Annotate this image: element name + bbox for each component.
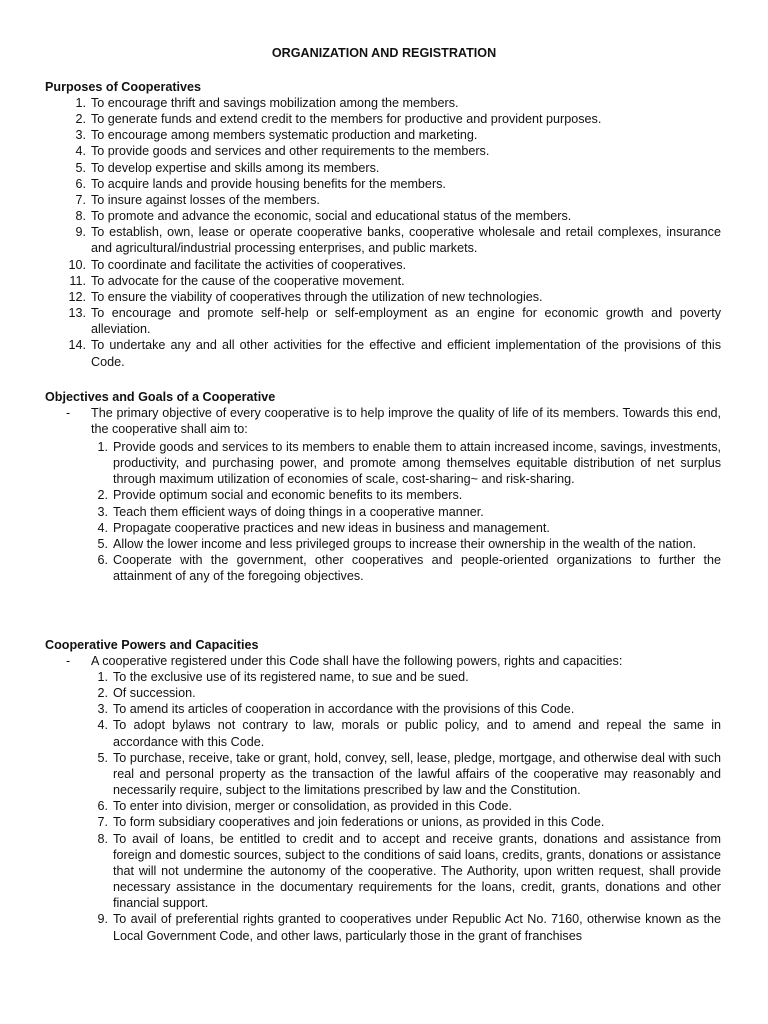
item-number: 1. <box>75 96 86 110</box>
list-item <box>68 337 721 369</box>
item-text: Propagate cooperative practices and new ideas in business and management. <box>113 520 550 535</box>
objectives-list <box>97 439 721 584</box>
list-item <box>75 176 721 192</box>
item-text: To insure against losses of the members. <box>91 192 320 207</box>
list-item <box>68 257 721 273</box>
item-number: 8. <box>75 209 86 224</box>
item-text: To develop expertise and skills among its members. <box>91 160 380 175</box>
item-text: Teach them efficient ways of doing things in a cooperative manner. <box>113 504 484 519</box>
item-text: To purchase, receive, take or grant, hold, convey, sell, lease, pledge, mortgage, and otherwise deal with such real and personal property as the transaction of the lawful affairs of the cooperative may reasonably and necessarily require, subject to the limitations prescribed by law and the Constitution. <box>113 750 721 798</box>
item-number: 2. <box>97 686 108 701</box>
item-text: Of succession. <box>113 686 196 701</box>
list-item <box>75 143 721 159</box>
item-text: To encourage thrift and savings mobilization among the members. <box>91 96 459 110</box>
bullet-dash: - <box>66 406 71 420</box>
list-item <box>75 127 721 143</box>
item-number: 3. <box>97 504 108 519</box>
item-text: To promote and advance the economic, social and educational status of the members. <box>91 209 572 224</box>
section-heading-purposes: Purposes of Cooperatives <box>45 80 202 94</box>
item-number: 4. <box>75 144 86 159</box>
item-number: 14. <box>68 338 86 353</box>
list-item <box>97 536 721 552</box>
item-number: 4. <box>97 520 108 535</box>
item-number: 3. <box>75 128 86 143</box>
item-text: To encourage among members systematic production and marketing. <box>91 128 478 143</box>
list-item <box>97 701 721 717</box>
list-item <box>97 911 721 943</box>
item-number: 4. <box>97 718 108 733</box>
item-number: 9. <box>97 912 108 927</box>
item-number: 5. <box>97 750 108 765</box>
item-number: 7. <box>97 815 108 830</box>
section-heading-powers: Cooperative Powers and Capacities <box>45 638 259 652</box>
list-item <box>75 224 721 256</box>
list-item <box>75 208 721 224</box>
item-number: 9. <box>75 225 86 240</box>
item-text: To acquire lands and provide housing benefits for the members. <box>91 176 446 191</box>
item-number: 6. <box>97 553 108 568</box>
item-text: Provide optimum social and economic benefits to its members. <box>113 488 463 503</box>
item-number: 3. <box>97 702 108 717</box>
item-number: 1. <box>97 670 108 684</box>
list-item <box>75 160 721 176</box>
list-item <box>97 798 721 814</box>
item-text: To enter into division, merger or consolidation, as provided in this Code. <box>113 799 513 814</box>
item-text: To avail of loans, be entitled to credit and to accept and receive grants, donations and assistance from foreign and domestic sources, subject to the conditions of said loans, credits, grants, donations or assistance that will not undermine the autonomy of the cooperative. The Authority, upon written request, shall provide necessary assistance in the documentary requirements for the loans, credit, grants, donations and other financial support. <box>113 831 721 911</box>
item-number: 7. <box>75 192 86 207</box>
item-number: 8. <box>97 831 108 846</box>
list-item <box>97 685 721 701</box>
item-text: Cooperate with the government, other cooperatives and people-oriented organizations to further the attainment of any of the foregoing objectives. <box>113 553 721 584</box>
bullet-dash: - <box>66 654 71 668</box>
item-number: 2. <box>75 112 86 127</box>
list-item <box>75 111 721 127</box>
item-text: Allow the lower income and less privileged groups to increase their ownership in the wealth of the nation. <box>113 536 697 551</box>
purposes-list <box>68 95 721 370</box>
list-item <box>68 289 721 305</box>
item-number: 11. <box>69 273 86 288</box>
list-item <box>75 192 721 208</box>
item-text: To ensure the viability of cooperatives through the utilization of new technologies. <box>91 289 543 304</box>
list-item <box>68 305 721 337</box>
item-text: To generate funds and extend credit to the members for productive and provident purposes. <box>91 112 602 127</box>
list-item <box>97 439 721 487</box>
item-text: Provide goods and services to its members to enable them to attain increased income, savings, investments, productivity, and purchasing power, and promote among themselves equitable distribution of net surplus through maximum utilization of economies of scale, cost-sharing~ and risk-sharing. <box>113 440 721 487</box>
list-item <box>97 669 721 685</box>
item-text: To avail of preferential rights granted to cooperatives under Republic Act No. 7160, otherwise known as the Local Government Code, and other laws, particularly those in the grant of franchises <box>113 912 721 943</box>
item-text: To form subsidiary cooperatives and join federations or unions, as provided in this Code. <box>113 815 605 830</box>
list-item <box>97 750 721 798</box>
item-text: To provide goods and services and other requirements to the members. <box>91 144 490 159</box>
list-item <box>97 520 721 536</box>
objectives-intro: The primary objective of every cooperative is to help improve the quality of life of its members. Towards this end, the cooperative shall aim to: <box>91 406 721 437</box>
powers-list <box>97 669 721 944</box>
item-number: 6. <box>97 799 108 814</box>
page-title: ORGANIZATION AND REGISTRATION <box>271 46 497 60</box>
item-text: To the exclusive use of its registered name, to sue and be sued. <box>113 670 469 684</box>
section-heading-objectives: Objectives and Goals of a Cooperative <box>45 390 276 404</box>
item-text: To advocate for the cause of the cooperative movement. <box>91 273 405 288</box>
item-text: To coordinate and facilitate the activities of cooperatives. <box>91 257 407 272</box>
item-text: To undertake any and all other activities for the effective and efficient implementation of the provisions of this Code. <box>91 338 721 369</box>
list-item <box>69 273 721 289</box>
item-number: 13. <box>68 306 86 321</box>
item-number: 10. <box>68 257 86 272</box>
item-number: 12. <box>68 289 86 304</box>
item-number: 5. <box>97 536 108 551</box>
list-item <box>97 831 721 912</box>
item-number: 6. <box>75 176 86 191</box>
list-item <box>97 814 721 830</box>
powers-intro: A cooperative registered under this Code shall have the following powers, rights and capacities: <box>91 654 623 668</box>
item-number: 1. <box>97 440 108 454</box>
item-number: 2. <box>97 488 108 503</box>
item-text: To amend its articles of cooperation in accordance with the provisions of this Code. <box>113 702 575 717</box>
item-number: 5. <box>75 160 86 175</box>
list-item <box>97 552 721 584</box>
list-item <box>75 95 721 111</box>
list-item <box>97 504 721 520</box>
item-text: To encourage and promote self-help or self-employment as an engine for economic growth and poverty alleviation. <box>91 306 721 337</box>
list-item <box>97 717 721 749</box>
item-text: To establish, own, lease or operate cooperative banks, cooperative wholesale and retail complexes, insurance and agricultural/industrial processing enterprises, and public markets. <box>91 225 721 256</box>
item-text: To adopt bylaws not contrary to law, morals or public policy, and to amend and repeal the same in accordance with this Code. <box>113 718 721 749</box>
list-item <box>97 487 721 503</box>
